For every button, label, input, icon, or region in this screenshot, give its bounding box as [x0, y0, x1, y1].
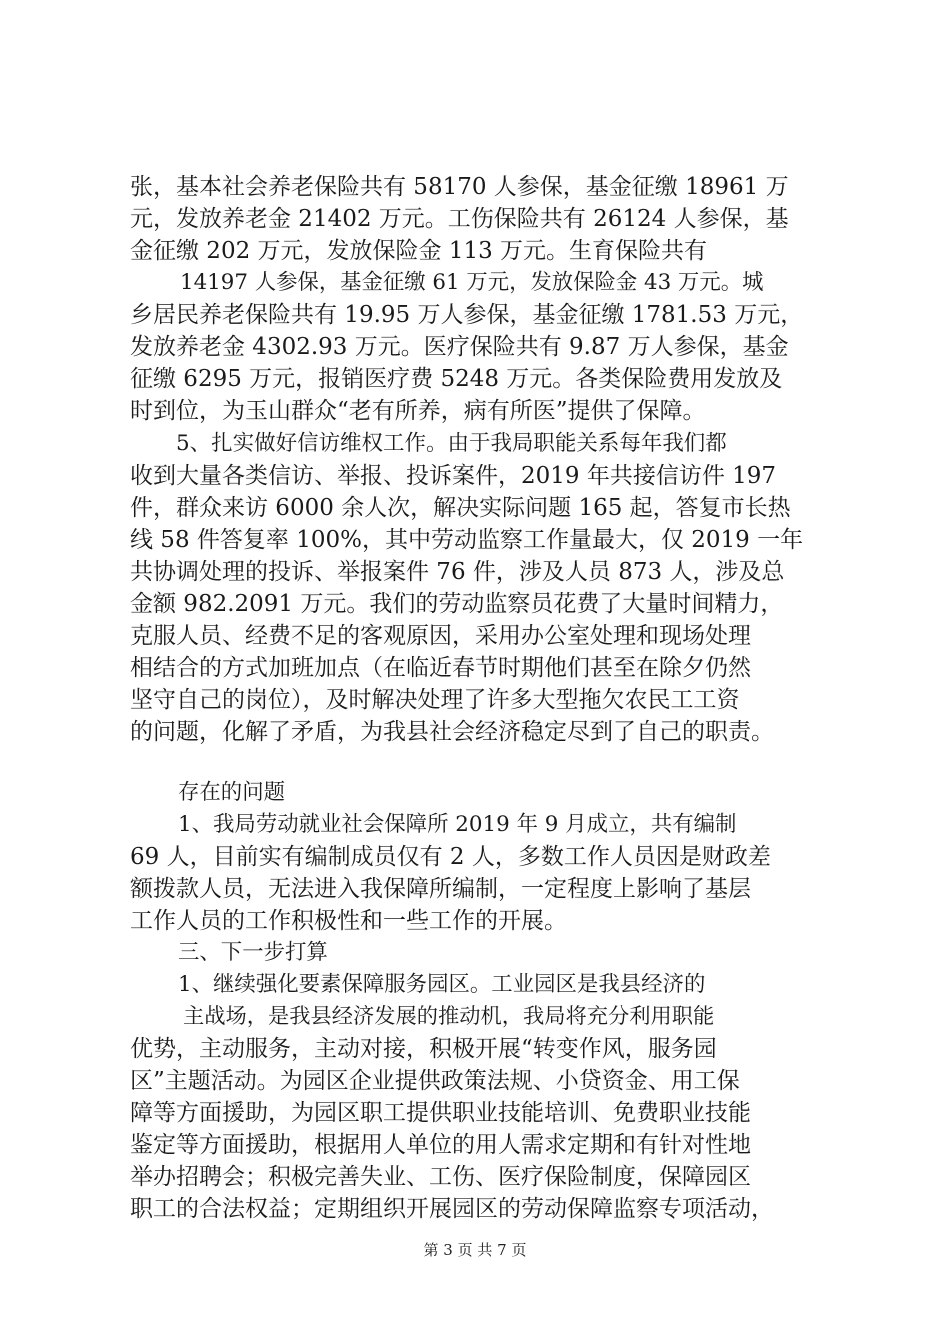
section-heading: 存在的问题: [178, 780, 286, 805]
text-line: 5、扎实做好信访维权工作。由于我局职能关系每年我们都: [176, 431, 727, 456]
text-line: 收到大量各类信访、举报、投诉案件，2019 年共接信访件 197: [130, 463, 777, 489]
text-line: 线 58 件答复率 100%，其中劳动监察工作量最大，仅 2019 一年: [130, 527, 804, 553]
text-line: 举办招聘会；积极完善失业、工伤、医疗保险制度，保障园区: [130, 1164, 751, 1190]
text-line: 额拨款人员，无法进入我保障所编制，一定程度上影响了基层: [130, 876, 751, 902]
text-line: 坚守自己的岗位），及时解决处理了许多大型拖欠农民工工资: [130, 687, 740, 713]
text-line: 共协调处理的投诉、举报案件 76 件，涉及人员 873 人，涉及总: [130, 559, 785, 585]
text-line: 鉴定等方面援助，根据用人单位的用人需求定期和有针对性地: [130, 1132, 751, 1158]
text-line: 乡居民养老保险共有 19.95 万人参保，基金征缴 1781.53 万元，: [130, 302, 804, 328]
text-line: 14197 人参保，基金征缴 61 万元，发放保险金 43 万元。城: [180, 270, 764, 295]
text-line: 区”主题活动。为园区企业提供政策法规、小贷资金、用工保: [130, 1068, 740, 1094]
text-line: 相结合的方式加班加点（在临近春节时期他们甚至在除夕仍然: [130, 655, 751, 681]
text-line: 1、继续强化要素保障服务园区。工业园区是我县经济的: [178, 972, 706, 997]
text-line: 金征缴 202 万元，发放保险金 113 万元。生育保险共有: [130, 238, 708, 264]
text-line: 主战场，是我县经济发展的推动机，我局将充分利用职能: [183, 1004, 715, 1029]
text-line: 障等方面援助，为园区职工提供职业技能培训、免费职业技能: [130, 1100, 751, 1126]
text-line: 时到位，为玉山群众“老有所养，病有所医”提供了保障。: [130, 398, 706, 424]
text-line: 工作人员的工作积极性和一些工作的开展。: [130, 908, 567, 934]
text-line: 克服人员、经费不足的客观原因，采用办公室处理和现场处理: [130, 623, 751, 649]
text-line: 优势，主动服务，主动对接，积极开展“转变作风，服务园: [130, 1036, 717, 1062]
section-heading: 三、下一步打算: [178, 940, 328, 965]
text-line: 职工的合法权益；定期组织开展园区的劳动保障监察专项活动，: [130, 1196, 774, 1222]
text-line: 1、我局劳动就业社会保障所 2019 年 9 月成立，共有编制: [178, 812, 737, 837]
page-number-footer: 第 3 页 共 7 页: [423, 1241, 527, 1259]
text-line: 的问题，化解了矛盾，为我县社会经济稳定尽到了自己的职责。: [130, 719, 774, 745]
text-line: 金额 982.2091 万元。我们的劳动监察员花费了大量时间精力，: [130, 591, 784, 617]
text-line: 元，发放养老金 21402 万元。工伤保险共有 26124 人参保，基: [130, 206, 789, 232]
text-line: 发放养老金 4302.93 万元。医疗保险共有 9.87 万人参保，基金: [130, 334, 789, 360]
text-line: 张，基本社会养老保险共有 58170 人参保，基金征缴 18961 万: [130, 174, 789, 200]
text-line: 件，群众来访 6000 余人次，解决实际问题 165 起，答复市长热: [130, 495, 791, 521]
text-line: 征缴 6295 万元，报销医疗费 5248 万元。各类保险费用发放及: [130, 366, 783, 392]
text-line: 69 人，目前实有编制成员仅有 2 人，多数工作人员因是财政差: [130, 844, 771, 870]
